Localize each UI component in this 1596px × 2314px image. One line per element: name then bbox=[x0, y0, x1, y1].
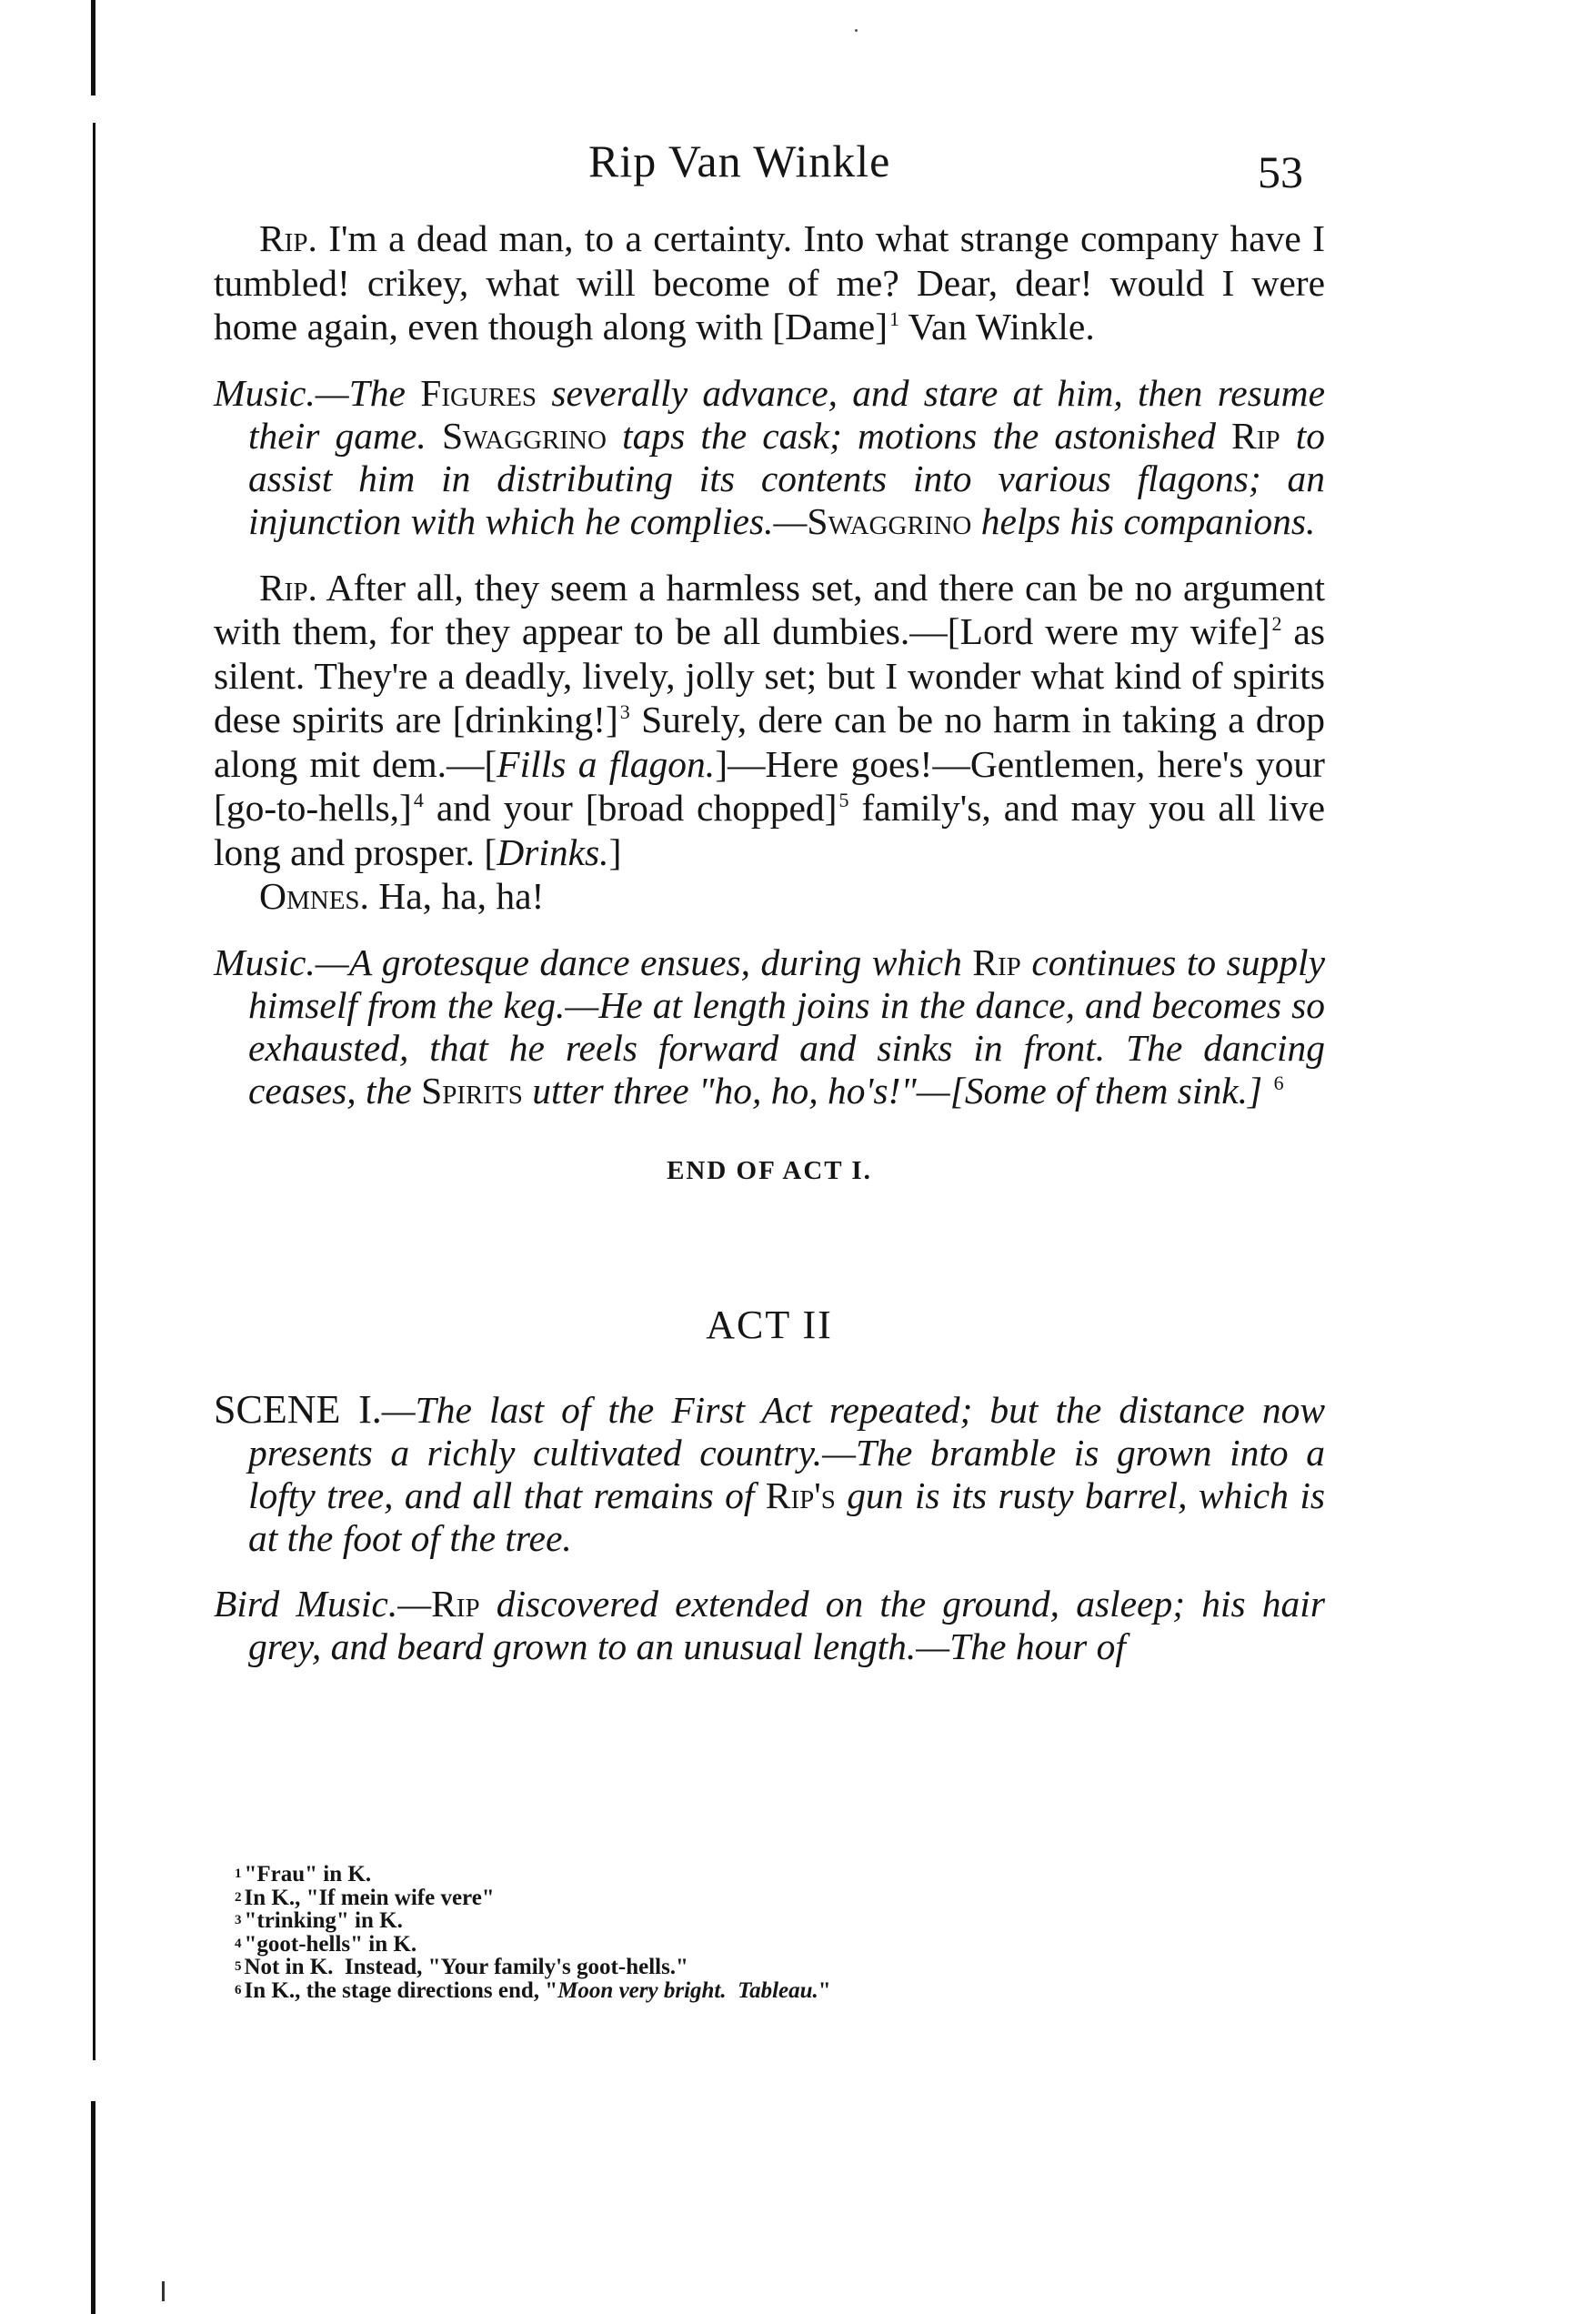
page-body bbox=[214, 216, 1325, 1668]
footnote-ref-2: 2 bbox=[1271, 612, 1282, 636]
footnote-number: 5 bbox=[235, 1959, 242, 1974]
paper-speck bbox=[855, 29, 858, 32]
running-title: Rip Van Winkle bbox=[588, 136, 891, 186]
role-figures: Figures bbox=[420, 371, 537, 414]
footnote-number: 3 bbox=[235, 1913, 242, 1927]
footnote-ref-5: 5 bbox=[838, 789, 849, 812]
speech-rip-1 bbox=[214, 216, 1325, 349]
footnotes bbox=[235, 1863, 1280, 2002]
speaker-rip: Rip. bbox=[259, 217, 317, 259]
stage-text: taps the cask; motions the astonished bbox=[622, 414, 1216, 457]
stage-direction-2 bbox=[214, 941, 1325, 1112]
footnote-text: Not in K. Instead, "Your family's goot-hells." bbox=[244, 1955, 688, 1979]
speech-text: as silent. They're a deadly, lively, jolly set; but I wonder what kind of spirits dese spirits are [drinking!] bbox=[214, 610, 1325, 740]
footnote-text: " bbox=[818, 1977, 831, 2003]
stage-text: discovered extended on the ground, asleep; his hair grey, and beard grown to an unusual length.—The hour of bbox=[248, 1582, 1325, 1667]
footnote bbox=[235, 1863, 1280, 1886]
stage-label: Music. bbox=[214, 941, 316, 983]
footnote-number: 6 bbox=[235, 1982, 242, 1997]
footnote-text: "Frau" in K. bbox=[244, 1862, 372, 1886]
scene-text: gun is its rusty barrel, which is at the foot of the tree. bbox=[248, 1474, 1326, 1559]
footnote-text: In K., the stage directions end, " bbox=[244, 1977, 558, 2003]
binding-mark bbox=[162, 2281, 165, 2301]
page-binding-edge-bottom bbox=[91, 2101, 95, 2314]
speech-text: After all, they seem a harmless set, and there can be no argument with them, for they appear to be all dumbies.—[Lord were my wife] bbox=[214, 566, 1325, 652]
footnote-text: "goot-hells" in K. bbox=[244, 1931, 417, 1957]
footnote-number: 2 bbox=[235, 1889, 242, 1905]
inline-stage-direction: Drinks. bbox=[497, 830, 609, 873]
page-binding-edge-top bbox=[91, 0, 95, 96]
footnote-ref-4: 4 bbox=[413, 789, 424, 812]
speaker-rip: Rip. bbox=[259, 566, 317, 609]
role-rip: Rip's bbox=[765, 1474, 836, 1516]
role-rip: Rip bbox=[1231, 414, 1280, 457]
role-swaggrino: Swaggrino bbox=[441, 414, 607, 457]
footnote-ref-3: 3 bbox=[619, 700, 630, 724]
footnote-text: In K., "If mein wife vere" bbox=[244, 1885, 495, 1910]
page-number: 53 bbox=[1258, 146, 1303, 197]
speech-rip-2 bbox=[214, 566, 1325, 875]
stage-text: continues to supply himself from the keg.—He at length joins in the dance, and becomes so exhausted, that he reels forward and sinks in front. The dancing ceases, the bbox=[248, 941, 1325, 1112]
stage-text: severally advance, and stare at him, then resume their game. bbox=[248, 371, 1326, 457]
inline-stage-direction: Fills a flagon. bbox=[497, 742, 716, 785]
stage-text: to assist him in distributing its contents into various flagons; an injunction with which he complies.— bbox=[248, 414, 1326, 542]
page-binding-edge bbox=[93, 123, 95, 2060]
scene-heading bbox=[214, 1388, 1325, 1560]
stage-text: helps his companions. bbox=[980, 499, 1316, 542]
speech-text: Ha, ha, ha! bbox=[378, 875, 545, 917]
scene-label: SCENE I. bbox=[214, 1386, 382, 1432]
stage-text: —A grotesque dance ensues, during which bbox=[315, 941, 962, 983]
scene-text: —The last of the First Act repeated; but the distance now presents a richly cultivated country.—The bramble is grown into a lofty tree, and all that remains of bbox=[248, 1388, 1326, 1516]
stage-text: —The bbox=[315, 371, 406, 414]
speaker-omnes: Omnes. bbox=[259, 875, 369, 917]
footnote-ref-6: 6 bbox=[1273, 1071, 1284, 1094]
speech-text: ]—Here goes!—Gentlemen, here's your [go-to-hells,] bbox=[214, 742, 1325, 829]
footnote-text: "trinking" in K. bbox=[244, 1908, 403, 1933]
stage-text: — bbox=[397, 1582, 432, 1625]
role-rip: Rip bbox=[431, 1582, 480, 1625]
footnote-italic-text: Moon very bright. Tableau. bbox=[557, 1977, 818, 2003]
speech-text: Van Winkle. bbox=[908, 306, 1095, 347]
footnote-number: 4 bbox=[235, 1936, 242, 1951]
stage-direction-3 bbox=[214, 1583, 1325, 1668]
speech-text: Surely, dere can be no harm in taking a drop along mit dem.—[ bbox=[214, 699, 1326, 785]
speech-omnes bbox=[214, 874, 1325, 919]
running-head bbox=[0, 118, 1596, 200]
act-heading: ACT II bbox=[706, 1303, 833, 1347]
footnote bbox=[235, 1886, 1280, 1910]
footnote-number: 1 bbox=[235, 1866, 242, 1881]
footnote bbox=[235, 1956, 1280, 1979]
end-of-act-marker: END OF ACT I. bbox=[667, 1155, 872, 1185]
role-swaggrino: Swaggrino bbox=[807, 499, 972, 542]
stage-direction-1 bbox=[214, 372, 1325, 543]
speech-text: family's, and may you all live long and prosper. [ bbox=[214, 787, 1326, 873]
footnote bbox=[235, 1909, 1280, 1933]
stage-label: Bird Music. bbox=[214, 1582, 398, 1625]
stage-text: utter three "ho, ho, ho's!"—[Some of them sink.] bbox=[532, 1069, 1263, 1112]
speech-text: I'm a dead man, to a certainty. Into what strange company have I tumbled! crikey, what will become of me? Dear, dear! would I were home again, even though along with [Dame] bbox=[214, 217, 1325, 347]
footnote bbox=[235, 1933, 1280, 1957]
footnote-ref-1: 1 bbox=[889, 307, 900, 331]
stage-label: Music. bbox=[214, 371, 316, 414]
footnote bbox=[235, 1979, 1280, 2003]
role-rip: Rip bbox=[972, 941, 1021, 983]
speech-text: ] bbox=[608, 830, 622, 873]
speech-text: and your [broad chopped] bbox=[436, 787, 838, 829]
role-spirits: Spirits bbox=[421, 1069, 523, 1112]
